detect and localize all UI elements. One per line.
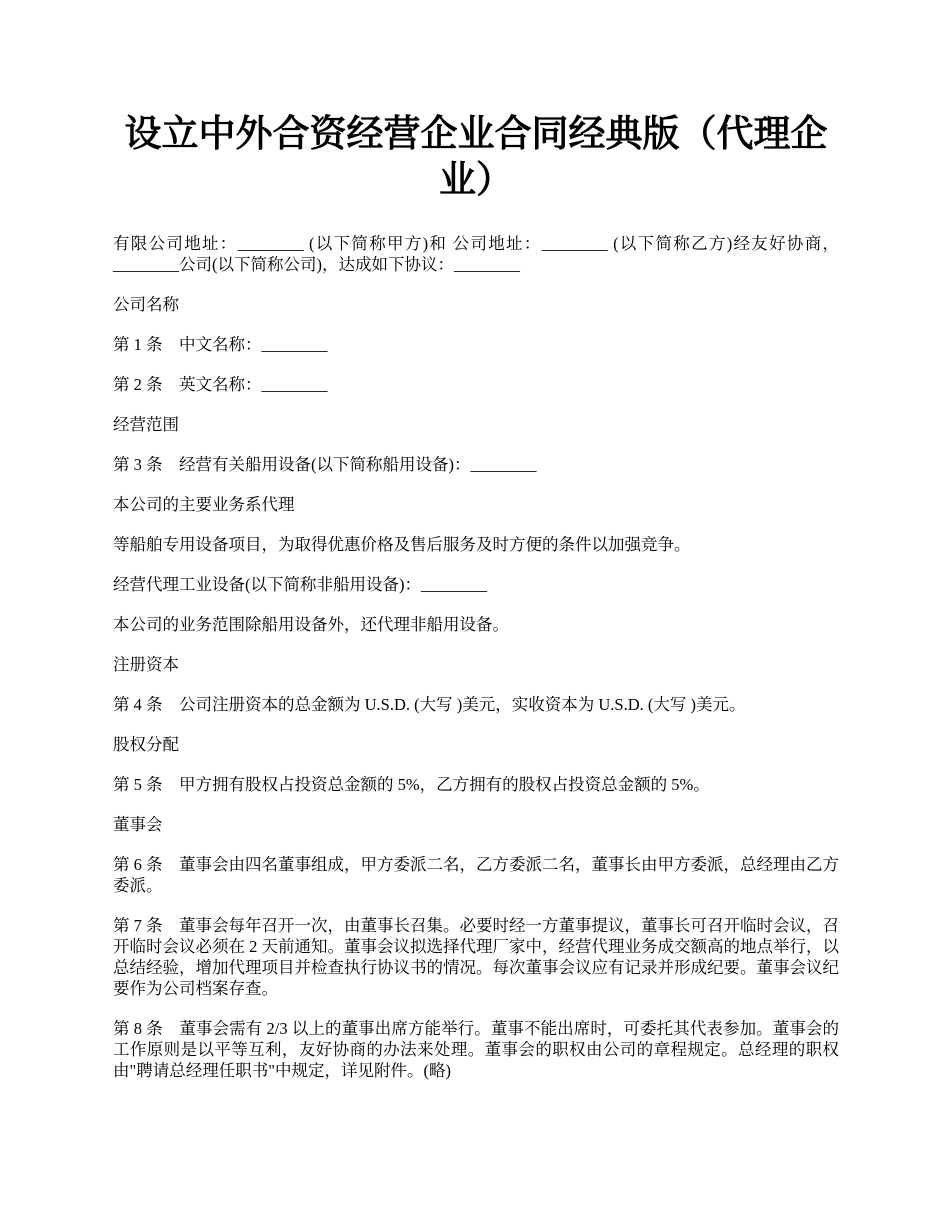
paragraph-marine-equipment: 等船舶专用设备项目，为取得优惠价格及售后服务及时方便的条件以加强竞争。 xyxy=(113,535,691,554)
intro-paragraph: 有限公司地址：________ (以下简称甲方)和 公司地址：________ (以下简称乙方)经友好协商，________公司(以下简称公司)，达成如下协议：________ xyxy=(113,234,839,274)
document-page xyxy=(113,0,839,1100)
section-heading-registered-capital: 注册资本 xyxy=(113,655,179,674)
article-4: 第 4 条 公司注册资本的总金额为 U.S.D. (大写 )美元，实收资本为 U.S.D. (大写 )美元。 xyxy=(113,695,746,714)
section-heading-equity: 股权分配 xyxy=(113,735,179,754)
section-heading-business-scope: 经营范围 xyxy=(113,415,179,434)
paragraph-main-business: 本公司的主要业务系代理 xyxy=(113,495,295,514)
paragraph-business-range: 本公司的业务范围除船用设备外，还代理非船用设备。 xyxy=(113,615,509,634)
article-2: 第 2 条 英文名称：________ xyxy=(113,375,328,394)
article-5: 第 5 条 甲方拥有股权占投资总金额的 5%，乙方拥有的股权占投资总金额的 5%。 xyxy=(113,775,710,794)
section-heading-company-name: 公司名称 xyxy=(113,295,179,314)
article-1: 第 1 条 中文名称：________ xyxy=(113,335,328,354)
paragraph-industrial-equipment: 经营代理工业设备(以下简称非船用设备)：________ xyxy=(113,575,487,594)
article-7: 第 7 条 董事会每年召开一次，由董事长召集。必要时经一方董事提议，董事长可召开临时会议，召开临时会议必须在 2 天前通知。董事会议拟选择代理厂家中，经营代理业务成交额高的地点举行，以总结经验，增加代理项目并检查执行协议书的情况。每次董事会议应有记录并形成纪要。董事会议纪要作为公司档案存查。 xyxy=(113,916,839,998)
article-8: 第 8 条 董事会需有 2/3 以上的董事出席方能举行。董事不能出席时，可委托其代表参加。董事会的工作原则是以平等互利，友好协商的办法来处理。董事会的职权由公司的章程规定。总经理的职权由"聘请总经理任职书"中规定，详见附件。(略) xyxy=(113,1019,839,1080)
document-body xyxy=(113,233,839,1081)
section-heading-board: 董事会 xyxy=(113,815,163,834)
article-3: 第 3 条 经营有关船用设备(以下简称船用设备)：________ xyxy=(113,455,537,474)
document-title: 设立中外合资经营企业合同经典版（代理企业） xyxy=(124,114,828,201)
article-6: 第 6 条 董事会由四名董事组成，甲方委派二名，乙方委派二名，董事长由甲方委派，总经理由乙方委派。 xyxy=(113,855,839,895)
